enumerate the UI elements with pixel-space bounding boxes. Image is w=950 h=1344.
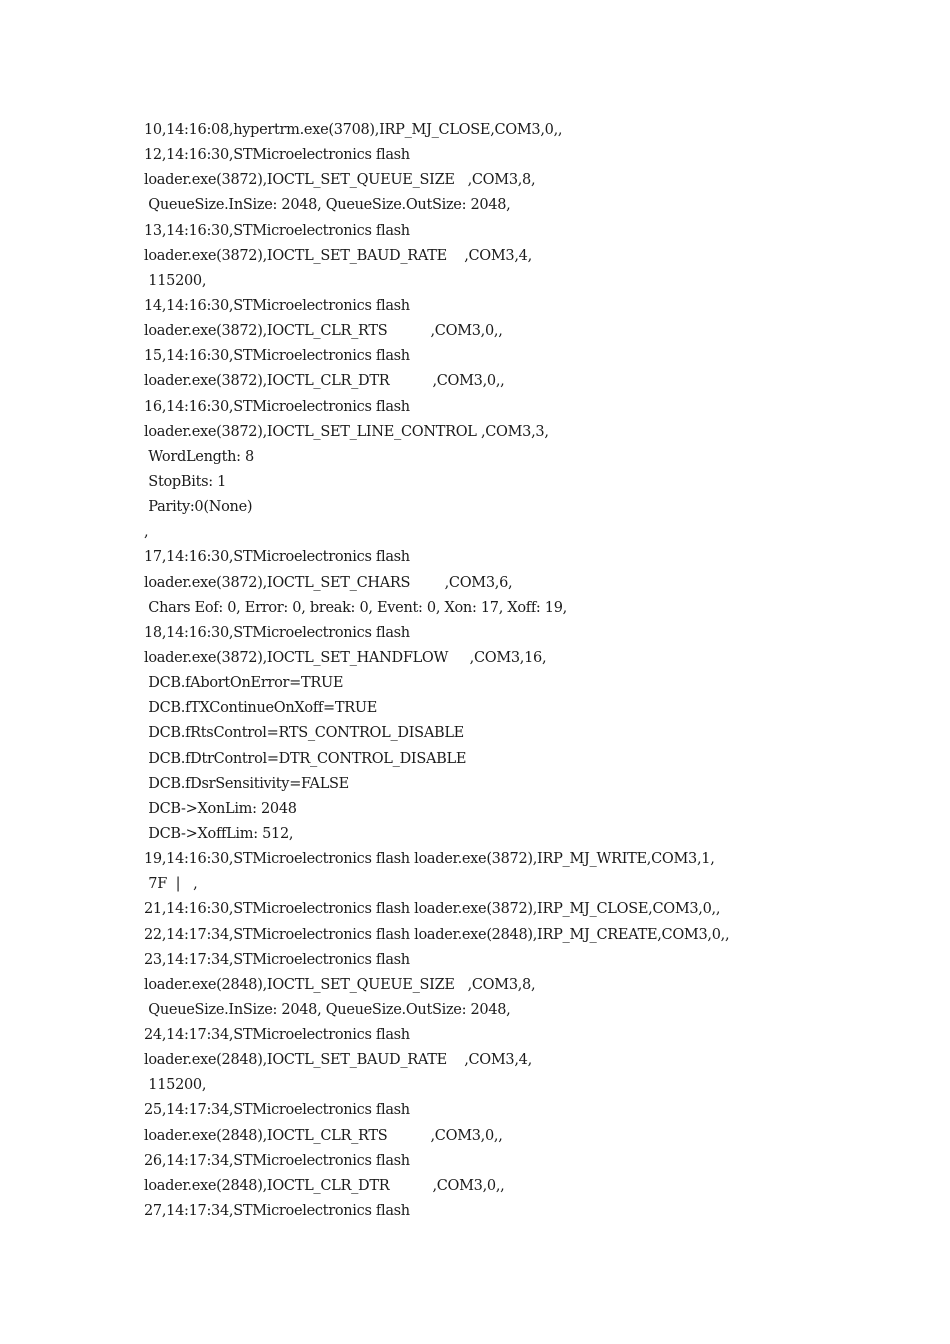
log-line: 17,14:16:30,STMicroelectronics flash (144, 549, 410, 566)
log-line: DCB->XoffLim: 512, (144, 825, 294, 842)
log-line: loader.exe(3872),IOCTL_CLR_DTR ,COM3,0,, (144, 373, 505, 390)
log-line: 24,14:17:34,STMicroelectronics flash (144, 1027, 410, 1044)
log-line: loader.exe(3872),IOCTL_CLR_RTS ,COM3,0,, (144, 323, 503, 340)
log-line: loader.exe(2848),IOCTL_CLR_DTR ,COM3,0,, (144, 1177, 505, 1194)
log-line: DCB.fDtrControl=DTR_CONTROL_DISABLE (144, 750, 467, 767)
log-line: loader.exe(3872),IOCTL_SET_QUEUE_SIZE ,COM3,8, (144, 172, 536, 189)
serial-log (144, 118, 729, 1224)
log-line: 23,14:17:34,STMicroelectronics flash (144, 951, 410, 968)
log-line: 18,14:16:30,STMicroelectronics flash (144, 624, 410, 641)
log-line: 22,14:17:34,STMicroelectronics flash loader.exe(2848),IRP_MJ_CREATE,COM3,0,, (144, 926, 730, 943)
log-line: 21,14:16:30,STMicroelectronics flash loader.exe(3872),IRP_MJ_CLOSE,COM3,0,, (144, 901, 721, 918)
log-line: 12,14:16:30,STMicroelectronics flash (144, 147, 410, 164)
log-line: 15,14:16:30,STMicroelectronics flash (144, 348, 410, 365)
log-line: loader.exe(2848),IOCTL_SET_QUEUE_SIZE ,COM3,8, (144, 976, 536, 993)
log-line: 14,14:16:30,STMicroelectronics flash (144, 297, 410, 314)
log-line: DCB->XonLim: 2048 (144, 800, 297, 817)
log-line: DCB.fRtsControl=RTS_CONTROL_DISABLE (144, 725, 464, 742)
log-line: 19,14:16:30,STMicroelectronics flash loader.exe(3872),IRP_MJ_WRITE,COM3,1, (144, 851, 715, 868)
log-line: 115200, (144, 1077, 207, 1094)
log-line: loader.exe(3872),IOCTL_SET_LINE_CONTROL ,COM3,3, (144, 423, 549, 440)
log-line: WordLength: 8 (144, 448, 254, 465)
log-line: DCB.fTXContinueOnXoff=TRUE (144, 700, 378, 717)
log-line: Parity:0(None) (144, 499, 253, 516)
log-line: , (144, 524, 149, 541)
log-line: QueueSize.InSize: 2048, QueueSize.OutSize: 2048, (144, 197, 511, 214)
log-line: 7F | , (144, 876, 198, 893)
log-line: 115200, (144, 272, 207, 289)
log-line: DCB.fAbortOnError=TRUE (144, 675, 344, 692)
log-line: Chars Eof: 0, Error: 0, break: 0, Event: 0, Xon: 17, Xoff: 19, (144, 599, 567, 616)
log-line: 16,14:16:30,STMicroelectronics flash (144, 398, 410, 415)
log-line: loader.exe(2848),IOCTL_SET_BAUD_RATE ,COM3,4, (144, 1052, 532, 1069)
log-line: loader.exe(2848),IOCTL_CLR_RTS ,COM3,0,, (144, 1127, 503, 1144)
log-line: StopBits: 1 (144, 473, 227, 490)
log-line: QueueSize.InSize: 2048, QueueSize.OutSize: 2048, (144, 1001, 511, 1018)
log-line: loader.exe(3872),IOCTL_SET_HANDFLOW ,COM3,16, (144, 649, 547, 666)
log-line: loader.exe(3872),IOCTL_SET_BAUD_RATE ,COM3,4, (144, 247, 532, 264)
log-line: loader.exe(3872),IOCTL_SET_CHARS ,COM3,6, (144, 574, 513, 591)
log-line: 13,14:16:30,STMicroelectronics flash (144, 222, 410, 239)
log-line: 26,14:17:34,STMicroelectronics flash (144, 1152, 410, 1169)
log-line: DCB.fDsrSensitivity=FALSE (144, 775, 349, 792)
log-line: 27,14:17:34,STMicroelectronics flash (144, 1203, 410, 1220)
log-line: 25,14:17:34,STMicroelectronics flash (144, 1102, 410, 1119)
log-line: 10,14:16:08,hypertrm.exe(3708),IRP_MJ_CLOSE,COM3,0,, (144, 122, 563, 138)
